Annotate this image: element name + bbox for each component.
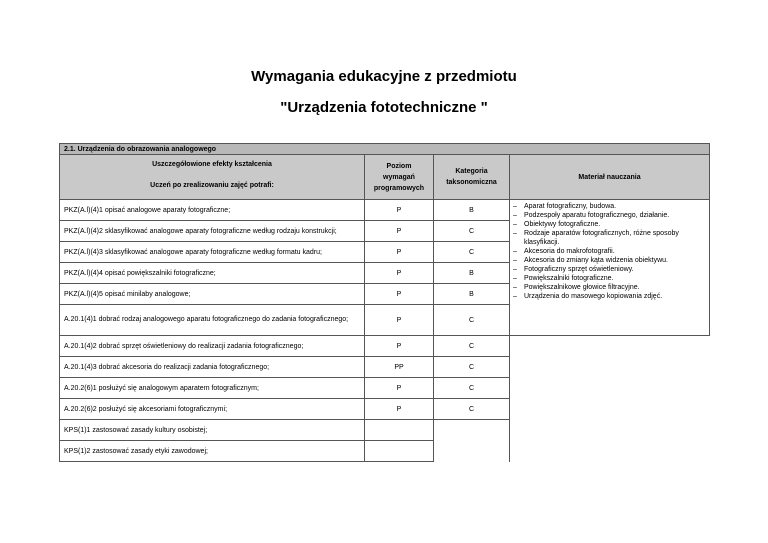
category-cell: B	[434, 200, 510, 221]
material-cell	[510, 200, 710, 336]
category-cell: C	[434, 242, 510, 263]
level-cell: P	[365, 200, 434, 221]
level-cell: P	[365, 378, 434, 399]
document-title: Wymagania edukacyjne z przedmiotu	[251, 68, 517, 85]
effect-cell: PKZ(A.l)(4)1 opisać analogowe aparaty fotograficzne;	[60, 200, 365, 221]
level-cell: P	[365, 263, 434, 284]
table-row	[60, 336, 710, 357]
header-material: Materiał nauczania	[510, 155, 710, 200]
table-row	[60, 200, 710, 221]
effect-cell: PKZ(A.l)(4)2 sklasyfikować analogowe aparaty fotograficzne według rodzaju konstrukcji;	[60, 221, 365, 242]
section-title: 2.1. Urządzenia do obrazowania analogowego	[60, 144, 710, 155]
effect-cell: KPS(1)1 zastosować zasady kultury osobistej;	[60, 420, 365, 441]
material-list	[512, 202, 705, 301]
material-item: – Obiektywy fotograficzne.	[512, 220, 705, 229]
header-level-line2: wymagań	[383, 173, 415, 181]
material-item: – Urządzenia do masowego kopiowania zdjęć.	[512, 292, 705, 301]
category-cell	[434, 420, 510, 441]
header-category-line1: Kategoria	[455, 168, 488, 175]
category-cell: B	[434, 263, 510, 284]
header-effects-line2: Uczeń po zrealizowaniu zajęć potrafi:	[150, 182, 274, 189]
material-item: – Rodzaje aparatów fotograficznych, różne sposoby klasyfikacji.	[512, 229, 705, 247]
category-cell: C	[434, 305, 510, 336]
level-cell: P	[365, 242, 434, 263]
effect-cell: PKZ(A.l)(4)5 opisać minilaby analogowe;	[60, 284, 365, 305]
material-item: – Powiększalniki fotograficzne.	[512, 274, 705, 283]
material-item: – Akcesoria do zmiany kąta widzenia obiektywu.	[512, 256, 705, 265]
category-cell: C	[434, 357, 510, 378]
level-cell	[365, 441, 434, 462]
category-cell	[434, 441, 510, 462]
effect-cell: A.20.1(4)1 dobrać rodzaj analogowego aparatu fotograficznego do zadania fotograficznego;	[60, 305, 365, 336]
header-level-line3: programowych	[373, 184, 425, 192]
level-cell: P	[365, 221, 434, 242]
material-item: – Powiększalnikowe głowice filtracyjne.	[512, 283, 705, 292]
category-cell: C	[434, 336, 510, 357]
subject-title: "Urządzenia fototechniczne "	[280, 99, 488, 116]
empty-cell	[510, 336, 710, 462]
effect-cell: A.20.1(4)2 dobrać sprzęt oświetleniowy do realizacji zadania fotograficznego;	[60, 336, 365, 357]
header-effects-line1: Uszczegółowione efekty kształcenia	[152, 161, 272, 168]
material-item: – Podzespoły aparatu fotograficznego, działanie.	[512, 211, 705, 220]
level-cell: P	[365, 336, 434, 357]
category-cell: C	[434, 378, 510, 399]
effect-cell: PKZ(A.l)(4)3 sklasyfikować analogowe aparaty fotograficzne według formatu kadru;	[60, 242, 365, 263]
level-cell: PP	[365, 357, 434, 378]
header-level	[365, 155, 434, 200]
material-item: – Aparat fotograficzny, budowa.	[512, 202, 705, 211]
header-category	[434, 155, 510, 200]
material-item: – Akcesoria do makrofotografii.	[512, 247, 705, 256]
header-level-line1: Poziom	[386, 162, 412, 170]
effect-cell: A.20.1(4)3 dobrać akcesoria do realizacji zadania fotograficznego;	[60, 357, 365, 378]
effect-cell: KPS(1)2 zastosować zasady etyki zawodowej;	[60, 441, 365, 462]
level-cell: P	[365, 305, 434, 336]
material-item: – Fotograficzny sprzęt oświetleniowy.	[512, 265, 705, 274]
requirements-table	[59, 143, 710, 462]
header-category-line2: taksonomiczna	[446, 179, 497, 186]
header-effects	[60, 155, 365, 200]
level-cell: P	[365, 399, 434, 420]
table-header	[60, 155, 710, 200]
effect-cell: PKZ(A.l)(4)4 opisać powiększalniki fotograficzne;	[60, 263, 365, 284]
category-cell: C	[434, 399, 510, 420]
level-cell	[365, 420, 434, 441]
level-cell: P	[365, 284, 434, 305]
effect-cell: A.20.2(6)1 posłużyć się analogowym aparatem fotograficznym;	[60, 378, 365, 399]
category-cell: B	[434, 284, 510, 305]
category-cell: C	[434, 221, 510, 242]
effect-cell: A.20.2(6)2 posłużyć się akcesoriami fotograficznymi;	[60, 399, 365, 420]
